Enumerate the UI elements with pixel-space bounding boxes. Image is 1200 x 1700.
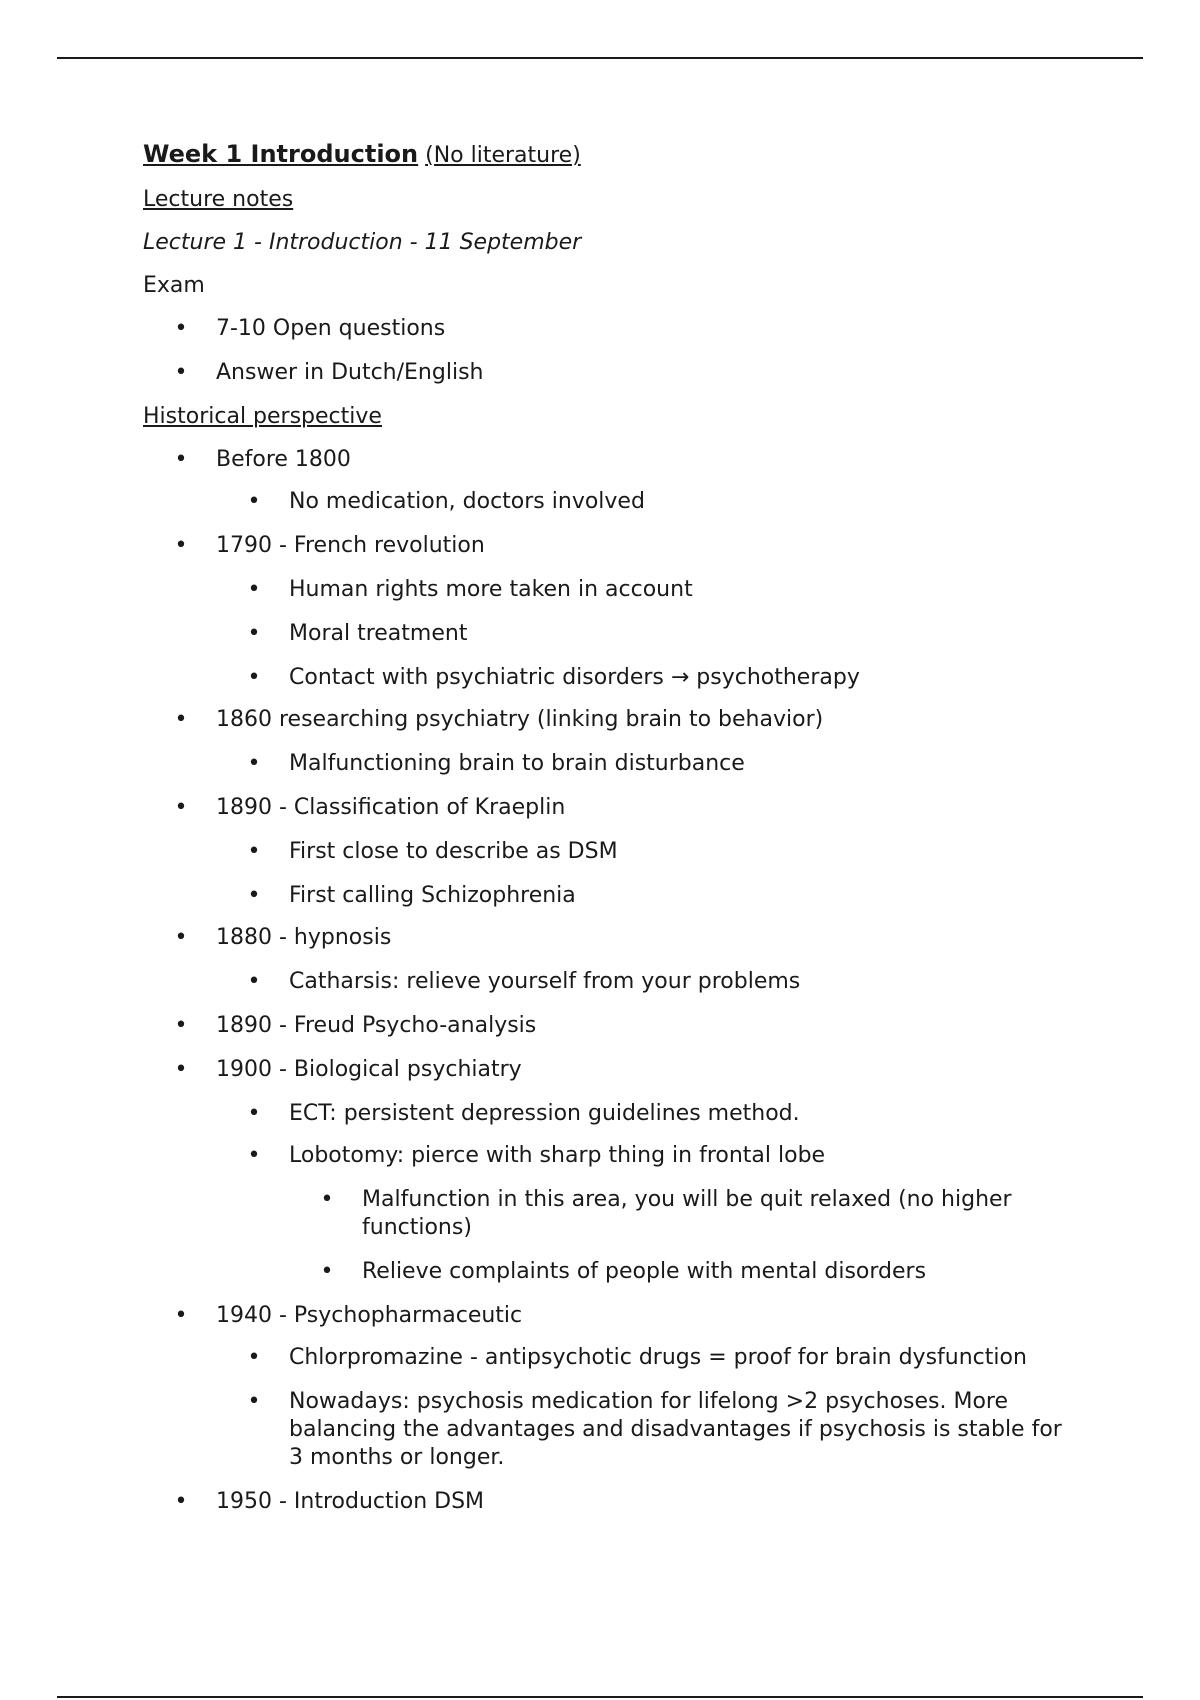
bullet-icon: • [247, 969, 261, 994]
list-item [143, 359, 1063, 387]
historical-perspective-label: Historical perspective [143, 404, 382, 429]
document-body [143, 140, 1063, 1532]
list-item [143, 882, 1063, 910]
list-item [143, 1258, 1063, 1286]
exam-label: Exam [143, 273, 205, 298]
list-item-text: 1900 - Biological psychiatry [216, 1057, 522, 1082]
list-item [143, 706, 1063, 734]
bullet-icon: • [247, 839, 261, 864]
bullet-icon: • [247, 577, 261, 602]
list-item-text: 1880 - hypnosis [216, 925, 392, 950]
bullet-icon: • [247, 665, 261, 690]
bullet-icon: • [320, 1259, 334, 1284]
list-item [143, 576, 1063, 604]
list-item [143, 924, 1063, 952]
list-item [143, 968, 1063, 996]
list-item [143, 794, 1063, 822]
list-item [143, 1488, 1063, 1516]
list-item [143, 488, 1063, 516]
list-item [143, 1142, 1063, 1170]
list-item-text: 1860 researching psychiatry (linking brain to behavior) [216, 707, 824, 732]
list-item-text: First calling Schizophrenia [289, 883, 576, 908]
list-item [143, 1012, 1063, 1040]
bullet-icon: • [247, 883, 261, 908]
list-item [143, 446, 1063, 474]
bullet-icon: • [247, 1143, 261, 1168]
list-item-text: 1890 - Classification of Kraeplin [216, 795, 566, 820]
list-item-text: Moral treatment [289, 621, 468, 646]
footer-rule [57, 1696, 1143, 1698]
header-rule [57, 57, 1143, 59]
bullet-icon: • [174, 1013, 188, 1038]
bullet-icon: • [247, 751, 261, 776]
list-item [143, 1056, 1063, 1084]
list-item-text: First close to describe as DSM [289, 839, 618, 864]
bullet-icon: • [247, 1389, 261, 1414]
list-item-text: 1790 - French revolution [216, 533, 485, 558]
list-item [143, 1186, 1063, 1242]
list-item-text: Chlorpromazine - antipsychotic drugs = proof for brain dysfunction [289, 1345, 1027, 1370]
list-item-text: Nowadays: psychosis medication for lifelong >2 psychoses. More balancing the advantages and disadvantages if psychosis is stable for 3 months or longer. [289, 1389, 1062, 1470]
list-item [143, 1100, 1063, 1128]
list-item [143, 1388, 1063, 1472]
list-item [143, 315, 1063, 343]
bullet-icon: • [247, 1345, 261, 1370]
bullet-icon: • [174, 795, 188, 820]
list-item [143, 532, 1063, 560]
bullet-icon: • [174, 447, 188, 472]
bullet-icon: • [320, 1187, 334, 1212]
list-item [143, 664, 1063, 692]
list-item-text: Relieve complaints of people with mental disorders [362, 1259, 927, 1284]
list-item-text: Contact with psychiatric disorders → psychotherapy [289, 665, 860, 690]
list-item [143, 1302, 1063, 1330]
list-item-text: ECT: persistent depression guidelines method. [289, 1101, 800, 1126]
list-item-text: Before 1800 [216, 447, 351, 472]
list-item-text: Human rights more taken in account [289, 577, 693, 602]
bullet-icon: • [174, 1057, 188, 1082]
list-item-text: Answer in Dutch/English [216, 360, 484, 385]
list-item [143, 1344, 1063, 1372]
bullet-icon: • [174, 1489, 188, 1514]
bullet-icon: • [174, 533, 188, 558]
week-title: Week 1 Introduction [143, 140, 419, 168]
bullet-icon: • [174, 707, 188, 732]
bullet-icon: • [174, 1303, 188, 1328]
week-title-note: (No literature) [425, 143, 581, 168]
bullet-icon: • [247, 1101, 261, 1126]
bullet-icon: • [247, 489, 261, 514]
list-item-text: No medication, doctors involved [289, 489, 645, 514]
list-item-text: Catharsis: relieve yourself from your problems [289, 969, 801, 994]
historical-list [143, 446, 1063, 1516]
list-item-text: 7-10 Open questions [216, 316, 446, 341]
list-item-text: Lobotomy: pierce with sharp thing in frontal lobe [289, 1143, 826, 1168]
bullet-icon: • [247, 621, 261, 646]
exam-list [143, 315, 1063, 387]
lecture-notes-label: Lecture notes [143, 187, 294, 212]
list-item-text: Malfunctioning brain to brain disturbance [289, 751, 745, 776]
list-item [143, 750, 1063, 778]
bullet-icon: • [174, 360, 188, 385]
page-title [143, 140, 1063, 170]
lecture-title: Lecture 1 - Introduction - 11 September [143, 230, 582, 255]
list-item [143, 620, 1063, 648]
list-item-text: 1940 - Psychopharmaceutic [216, 1303, 523, 1328]
bullet-icon: • [174, 925, 188, 950]
list-item-text: 1890 - Freud Psycho-analysis [216, 1013, 537, 1038]
list-item-text: Malfunction in this area, you will be quit relaxed (no higher functions) [362, 1187, 1012, 1240]
bullet-icon: • [174, 316, 188, 341]
list-item-text: 1950 - Introduction DSM [216, 1489, 485, 1514]
list-item [143, 838, 1063, 866]
